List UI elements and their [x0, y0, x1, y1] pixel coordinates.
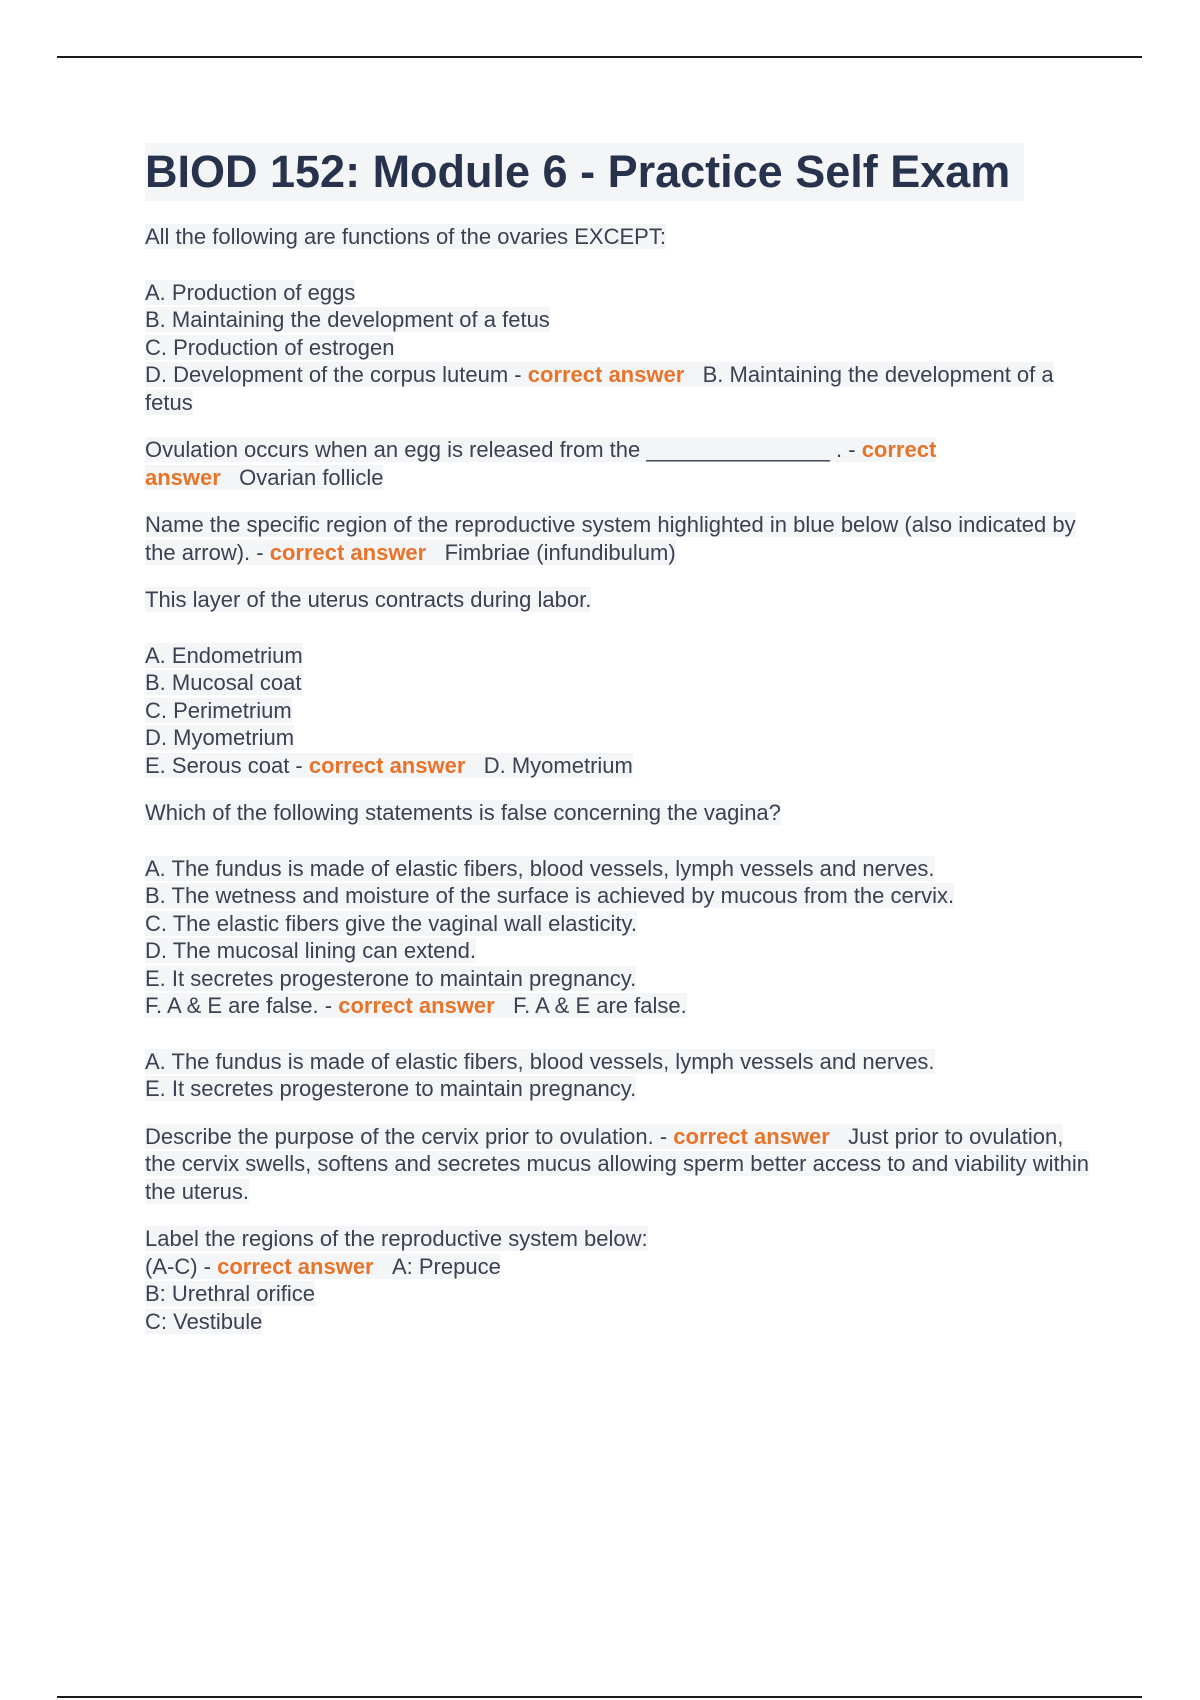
option-item: C. Perimetrium [145, 697, 292, 723]
question-text: Label the regions of the reproductive system below: [145, 1226, 648, 1251]
correct-answer-marker: correct answer [145, 437, 937, 490]
question-block-5 [145, 799, 1095, 1103]
option-item: D. Myometrium [145, 725, 295, 750]
correct-answer-marker: correct answer [217, 1253, 374, 1279]
question-block-4 [145, 586, 1095, 779]
answer-detail: E. It secretes progesterone to maintain pregnancy. [145, 1076, 637, 1101]
question-block-1 [145, 223, 1095, 416]
page-title: BIOD 152: Module 6 - Practice Self Exam [145, 143, 1024, 201]
document-body [145, 143, 1095, 1335]
bottom-rule [57, 1696, 1142, 1698]
answer-text: B: Urethral orifice [145, 1281, 315, 1306]
answer-detail: A. The fundus is made of elastic fibers, blood vessels, lymph vessels and nerves. [145, 1048, 935, 1074]
option-item: D. Development of the corpus luteum - [145, 362, 528, 387]
answer-text: Ovarian follicle [239, 464, 384, 490]
option-item: E. It secretes progesterone to maintain pregnancy. [145, 965, 637, 991]
answer-text: D. Myometrium [483, 752, 633, 778]
answer-text: F. A & E are false. [513, 993, 687, 1018]
correct-answer-marker: correct answer [338, 993, 495, 1018]
option-item: F. A & E are false. - [145, 993, 339, 1018]
answer-text: C: Vestibule [145, 1308, 263, 1334]
question-block-3 [145, 511, 1095, 566]
answer-text: B. Maintaining the development of a fetus [145, 362, 1054, 415]
option-item: B. The wetness and moisture of the surface is achieved by mucous from the cervix. [145, 883, 955, 908]
question-text: All the following are functions of the ovaries EXCEPT: [145, 224, 666, 249]
option-item: B. Maintaining the development of a fetus [145, 307, 550, 332]
question-text: This layer of the uterus contracts during labor. [145, 587, 592, 612]
question-block-7 [145, 1225, 1095, 1335]
answer-text: A: Prepuce [391, 1253, 501, 1279]
answer-text: Just prior to ovulation, the cervix swells, softens and secretes mucus allowing sperm better access to and viability within the uterus. [145, 1123, 1089, 1204]
option-item: B. Mucosal coat [145, 670, 302, 695]
question-block-6 [145, 1123, 1095, 1206]
question-text: Describe the purpose of the cervix prior to ovulation. - [145, 1123, 674, 1149]
option-item: C. The elastic fibers give the vaginal wall elasticity. [145, 910, 637, 936]
correct-answer-marker: correct answer [308, 752, 466, 778]
correct-answer-marker: correct answer [527, 362, 685, 387]
question-block-2 [145, 436, 1095, 491]
option-item: A. The fundus is made of elastic fibers, blood vessels, lymph vessels and nerves. [145, 855, 935, 881]
correct-answer-marker: correct answer [673, 1123, 830, 1149]
question-text: Which of the following statements is false concerning the vagina? [145, 800, 781, 825]
option-item: C. Production of estrogen [145, 334, 395, 360]
option-item: A. Production of eggs [145, 279, 356, 305]
answer-text: Fimbriae (infundibulum) [444, 539, 676, 565]
option-item: D. The mucosal lining can extend. [145, 938, 476, 963]
option-item: E. Serous coat - [145, 752, 309, 778]
option-item: A. Endometrium [145, 642, 303, 668]
question-text: Name the specific region of the reproductive system highlighted in blue below (also indicated by the arrow). - [145, 512, 1076, 565]
correct-answer-marker: correct answer [269, 539, 427, 565]
question-text: Ovulation occurs when an egg is released from the _______________ . - [145, 437, 862, 462]
top-rule [57, 56, 1142, 58]
question-range: (A-C) - [145, 1253, 218, 1279]
